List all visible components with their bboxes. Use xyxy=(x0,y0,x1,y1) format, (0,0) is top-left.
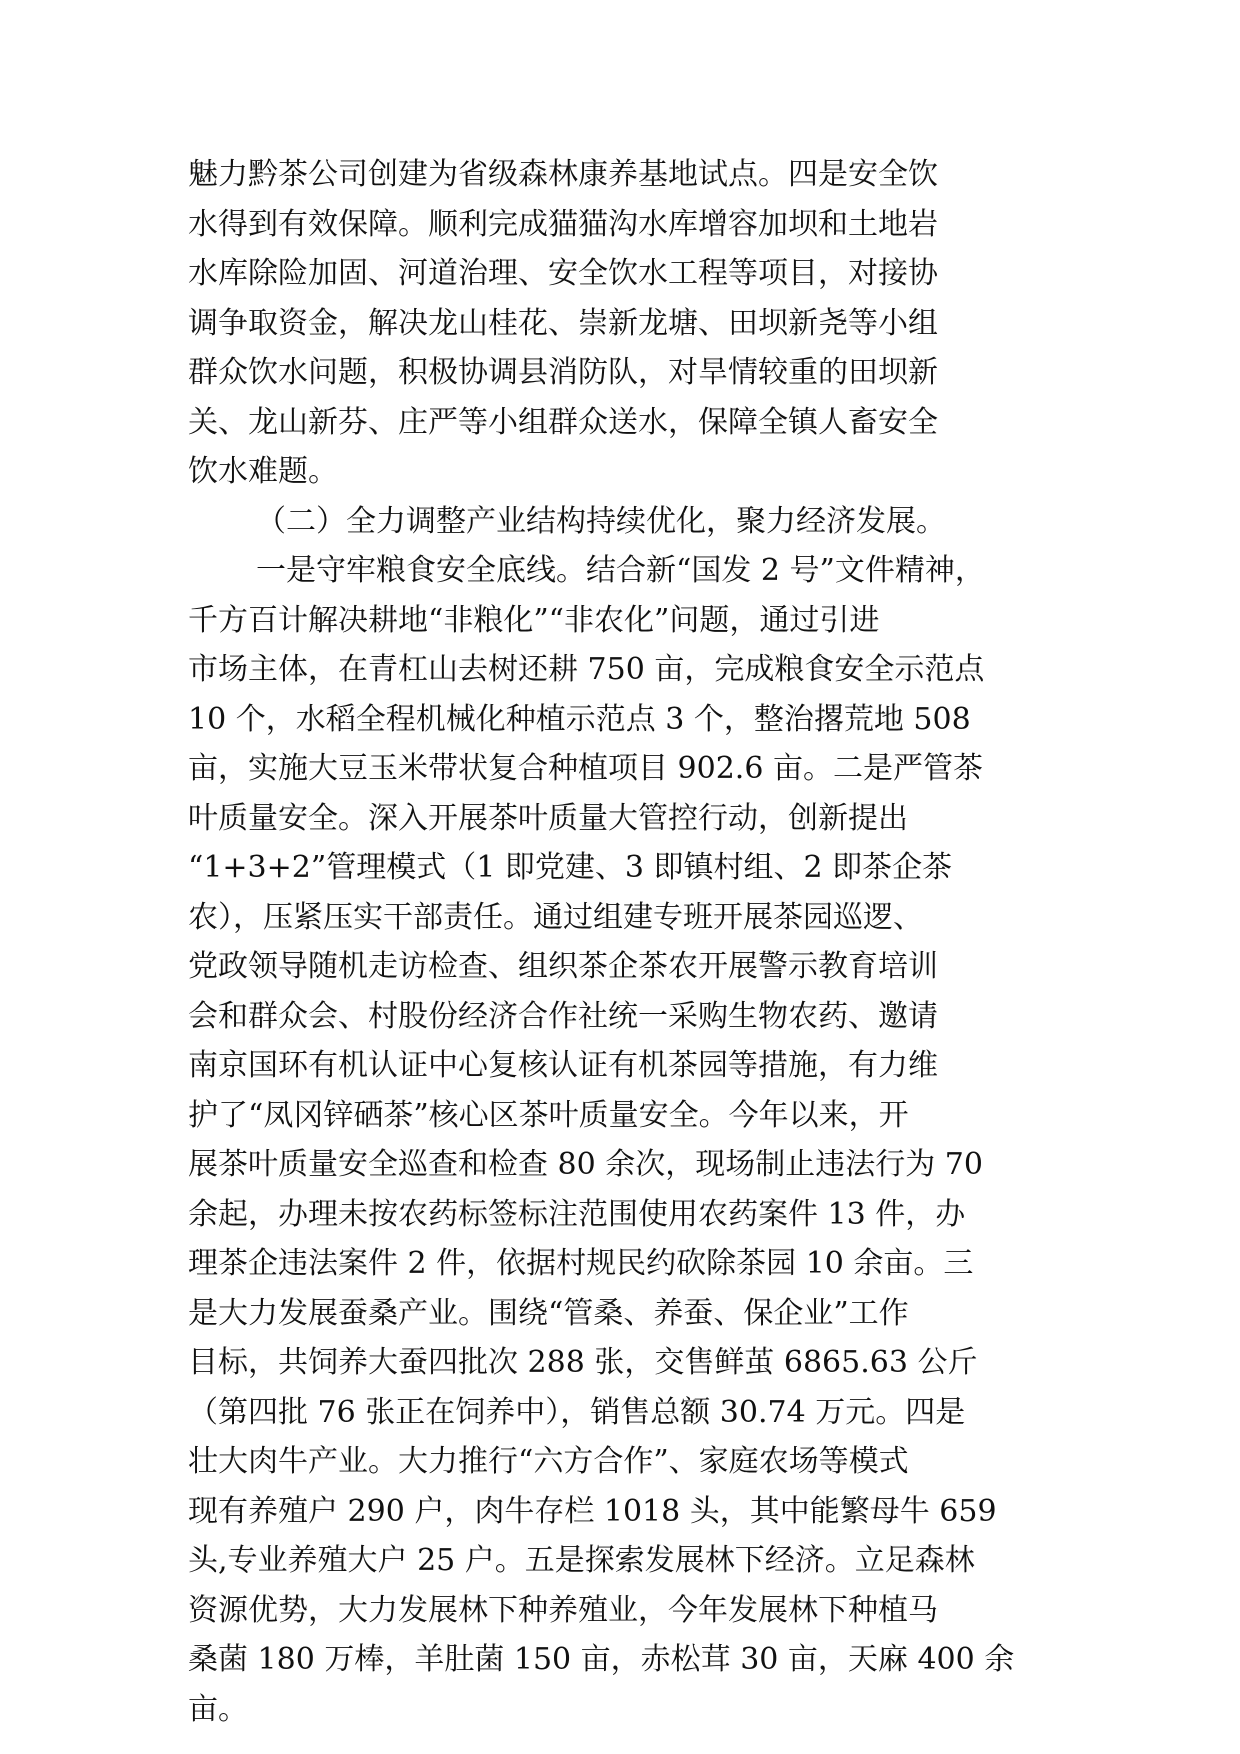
text-line: 一是守牢粮食安全底线。结合新“国发 2 号”文件精神， xyxy=(256,553,985,588)
text-line: 理茶企违法案件 2 件，依据村规民约砍除茶园 10 余亩。三 xyxy=(188,1246,974,1281)
text-line: （第四批 76 张正在饲养中），销售总额 30.74 万元。四是 xyxy=(188,1394,966,1430)
text-line: 叶质量安全。深入开展茶叶质量大管控行动，创新提出 xyxy=(188,800,908,836)
text-line: 护了“凤冈锌硒茶”核心区茶叶质量安全。今年以来，开 xyxy=(188,1097,909,1133)
heading-line: （二）全力调整产业结构持续优化，聚力经济发展。 xyxy=(256,503,946,539)
text-line: 市场主体，在青杠山去树还耕 750 亩，完成粮食安全示范点 xyxy=(188,652,985,687)
text-line: 桑菌 180 万棒，羊肚菌 150 亩，赤松茸 30 亩，天麻 400 余 xyxy=(188,1642,1015,1677)
text-line: 水得到有效保障。顺利完成猫猫沟水库增容加坝和土地岩 xyxy=(188,206,938,242)
text-line: 亩，实施大豆玉米带状复合种植项目 902.6 亩。二是严管茶 xyxy=(188,751,983,786)
text-line: 调争取资金，解决龙山桂花、崇新龙塘、田坝新尧等小组 xyxy=(188,305,938,341)
text-line: 群众饮水问题，积极协调县消防队，对旱情较重的田坝新 xyxy=(188,355,938,390)
text-line: 魅力黔茶公司创建为省级森林康养基地试点。四是安全饮 xyxy=(188,157,938,192)
text-line: 南京国环有机认证中心复核认证有机茶园等措施，有力维 xyxy=(188,1048,938,1083)
text-line: 关、龙山新芬、庄严等小组群众送水，保障全镇人畜安全 xyxy=(188,404,938,440)
text-line: “1+3+2”管理模式（1 即党建、3 即镇村组、2 即茶企茶 xyxy=(188,850,953,885)
section-heading xyxy=(188,497,1063,547)
text-line: 目标，共饲养大蚕四批次 288 张，交售鲜茧 6865.63 公斤 xyxy=(188,1345,978,1380)
paragraph-body xyxy=(188,546,1063,1734)
paragraph-continuation xyxy=(188,150,1063,497)
text-line: 10 个，水稻全程机械化种植示范点 3 个，整治撂荒地 508 xyxy=(188,701,971,737)
text-line: 资源优势，大力发展林下种养殖业，今年发展林下种植马 xyxy=(188,1592,938,1628)
text-line: 是大力发展蚕桑产业。围绕“管桑、养蚕、保企业”工作 xyxy=(188,1295,909,1331)
text-line: 展茶叶质量安全巡查和检查 80 余次，现场制止违法行为 70 xyxy=(188,1147,983,1182)
text-line: 农），压紧压实干部责任。通过组建专班开展茶园巡逻、 xyxy=(188,899,923,935)
text-line: 亩。 xyxy=(188,1691,248,1727)
text-line: 余起，办理未按农药标签标注范围使用农药案件 13 件，办 xyxy=(188,1196,966,1232)
text-line: 会和群众会、村股份经济合作社统一采购生物农药、邀请 xyxy=(188,998,938,1034)
text-line: 党政领导随机走访检查、组织茶企茶农开展警示教育培训 xyxy=(188,949,938,984)
document-body xyxy=(188,150,1063,1734)
text-line: 饮水难题。 xyxy=(188,454,338,489)
text-line: 现有养殖户 290 户，肉牛存栏 1018 头，其中能繁母牛 659 xyxy=(188,1493,997,1529)
text-line: 千方百计解决耕地“非粮化”“非农化”问题，通过引进 xyxy=(188,602,880,638)
text-line: 壮大肉牛产业。大力推行“六方合作”、家庭农场等模式 xyxy=(188,1444,909,1479)
text-line: 水库除险加固、河道治理、安全饮水工程等项目，对接协 xyxy=(188,256,938,291)
text-line: 头,专业养殖大户 25 户。五是探索发展林下经济。立足森林 xyxy=(188,1543,975,1578)
